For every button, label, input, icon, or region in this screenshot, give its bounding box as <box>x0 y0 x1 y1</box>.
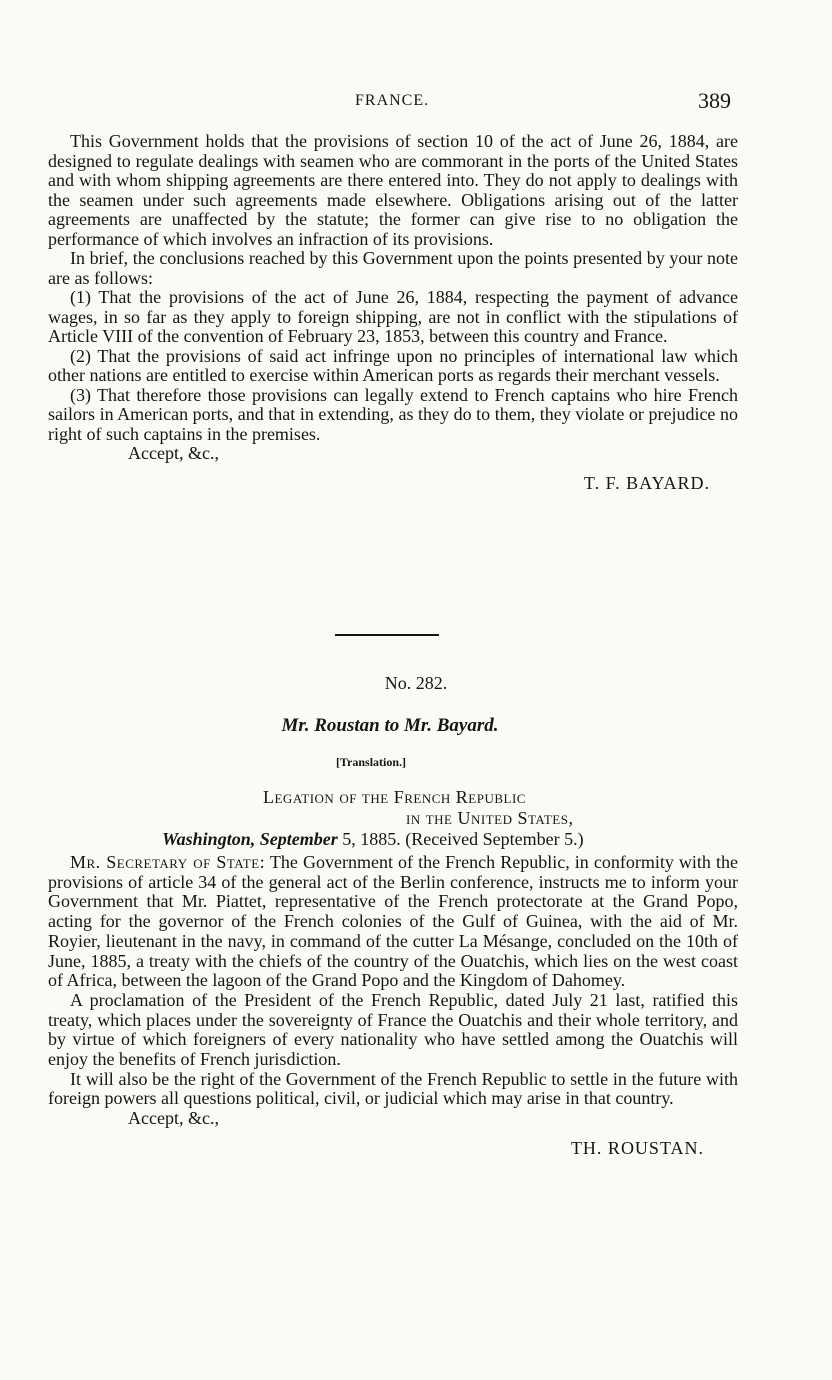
section-divider <box>335 634 439 636</box>
paragraph: This Government holds that the provisions of section 10 of the act of June 26, 1884, are designed to regulate dealings with seamen who are commorant in the ports of the United States and with whom shipping agreements are there entered into. They do not apply to dealings with the seamen under such agreements made elsewhere. Obligations arising out of the latter agreements are unaffected by the statute; the former can give rise to no obligation the performance of which involves an infraction of its provisions. <box>48 131 738 249</box>
salutation: Mr. Secretary of State: <box>70 852 266 872</box>
closing: Accept, &c., <box>128 1108 219 1129</box>
page-number: 389 <box>698 88 731 113</box>
signature: TH. ROUSTAN. <box>570 1137 704 1158</box>
page-header <box>0 88 832 116</box>
dateline-date-rest: 5, 1885. (Received September 5.) <box>342 829 584 849</box>
dateline-legation: Legation of the French Republic <box>263 787 526 807</box>
document-number: No. 282. <box>384 673 448 693</box>
paragraph: In brief, the conclusions reached by this Government upon the points presented by your note are as follows: <box>48 248 738 288</box>
dateline-date <box>48 829 738 850</box>
signature: T. F. BAYARD. <box>583 472 710 493</box>
paragraph-text: The Government of the French Republic, in conformity with the provisions of article 34 of the general act of the Berlin conference, instructs me to inform your Government that Mr. Piattet, representative of the French protectorate at the Grand Popo, acting for the governor of the French colonies of the Gulf of Guinea, with the aid of Mr. Royier, lieutenant in the navy, in command of the cutter La Mésange, concluded on the 10th of June, 1885, a treaty with the chiefs of the country of the Ouatchis, which lies on the west coast of Africa, between the lagoon of the Grand Popo and the Kingdom of Dahomey. <box>48 852 738 991</box>
paragraph: A proclamation of the President of the French Republic, dated July 21 last, ratified this treaty, which places under the sovereignty of France the Ouatchis and their whole territory, and by virtue of which foreigners of every nationality who have settled among the Ouatchis will enjoy the benefits of French jurisdiction. <box>48 989 738 1070</box>
closing: Accept, &c., <box>128 443 219 463</box>
conclusion-item: (2) That the provisions of said act infringe upon no principles of international law which other nations are entitled to exercise within American ports as regards their merchant vessels. <box>48 345 738 385</box>
paragraph <box>48 853 738 991</box>
translation-note: [Translation.] <box>335 755 407 769</box>
paragraph: It will also be the right of the Government of the French Republic to settle in the future with foreign powers all questions political, civil, or judicial which may arise in that country. <box>48 1068 738 1109</box>
running-title: FRANCE. <box>355 92 430 109</box>
conclusion-item: (1) That the provisions of the act of June 26, 1884, respecting the payment of advance wages, in so far as they apply to foreign shipping, are not in conflict with the stipulations of Article VIII of the convention of February 23, 1853, between this country and France. <box>48 287 738 346</box>
document-heading: Mr. Roustan to Mr. Bayard. <box>281 715 499 736</box>
dateline-country: in the United States, <box>406 808 574 828</box>
conclusion-item: (3) That therefore those provisions can legally extend to French captains who hire French sailors in American ports, and that in extending, as they do to them, they violate or prejudice no right of such captains in the premises. <box>48 384 738 444</box>
roustan-letter-body <box>48 853 738 1159</box>
dateline-place: Washington, September <box>162 829 338 849</box>
bayard-letter-body <box>48 132 738 493</box>
dateline <box>48 787 738 850</box>
